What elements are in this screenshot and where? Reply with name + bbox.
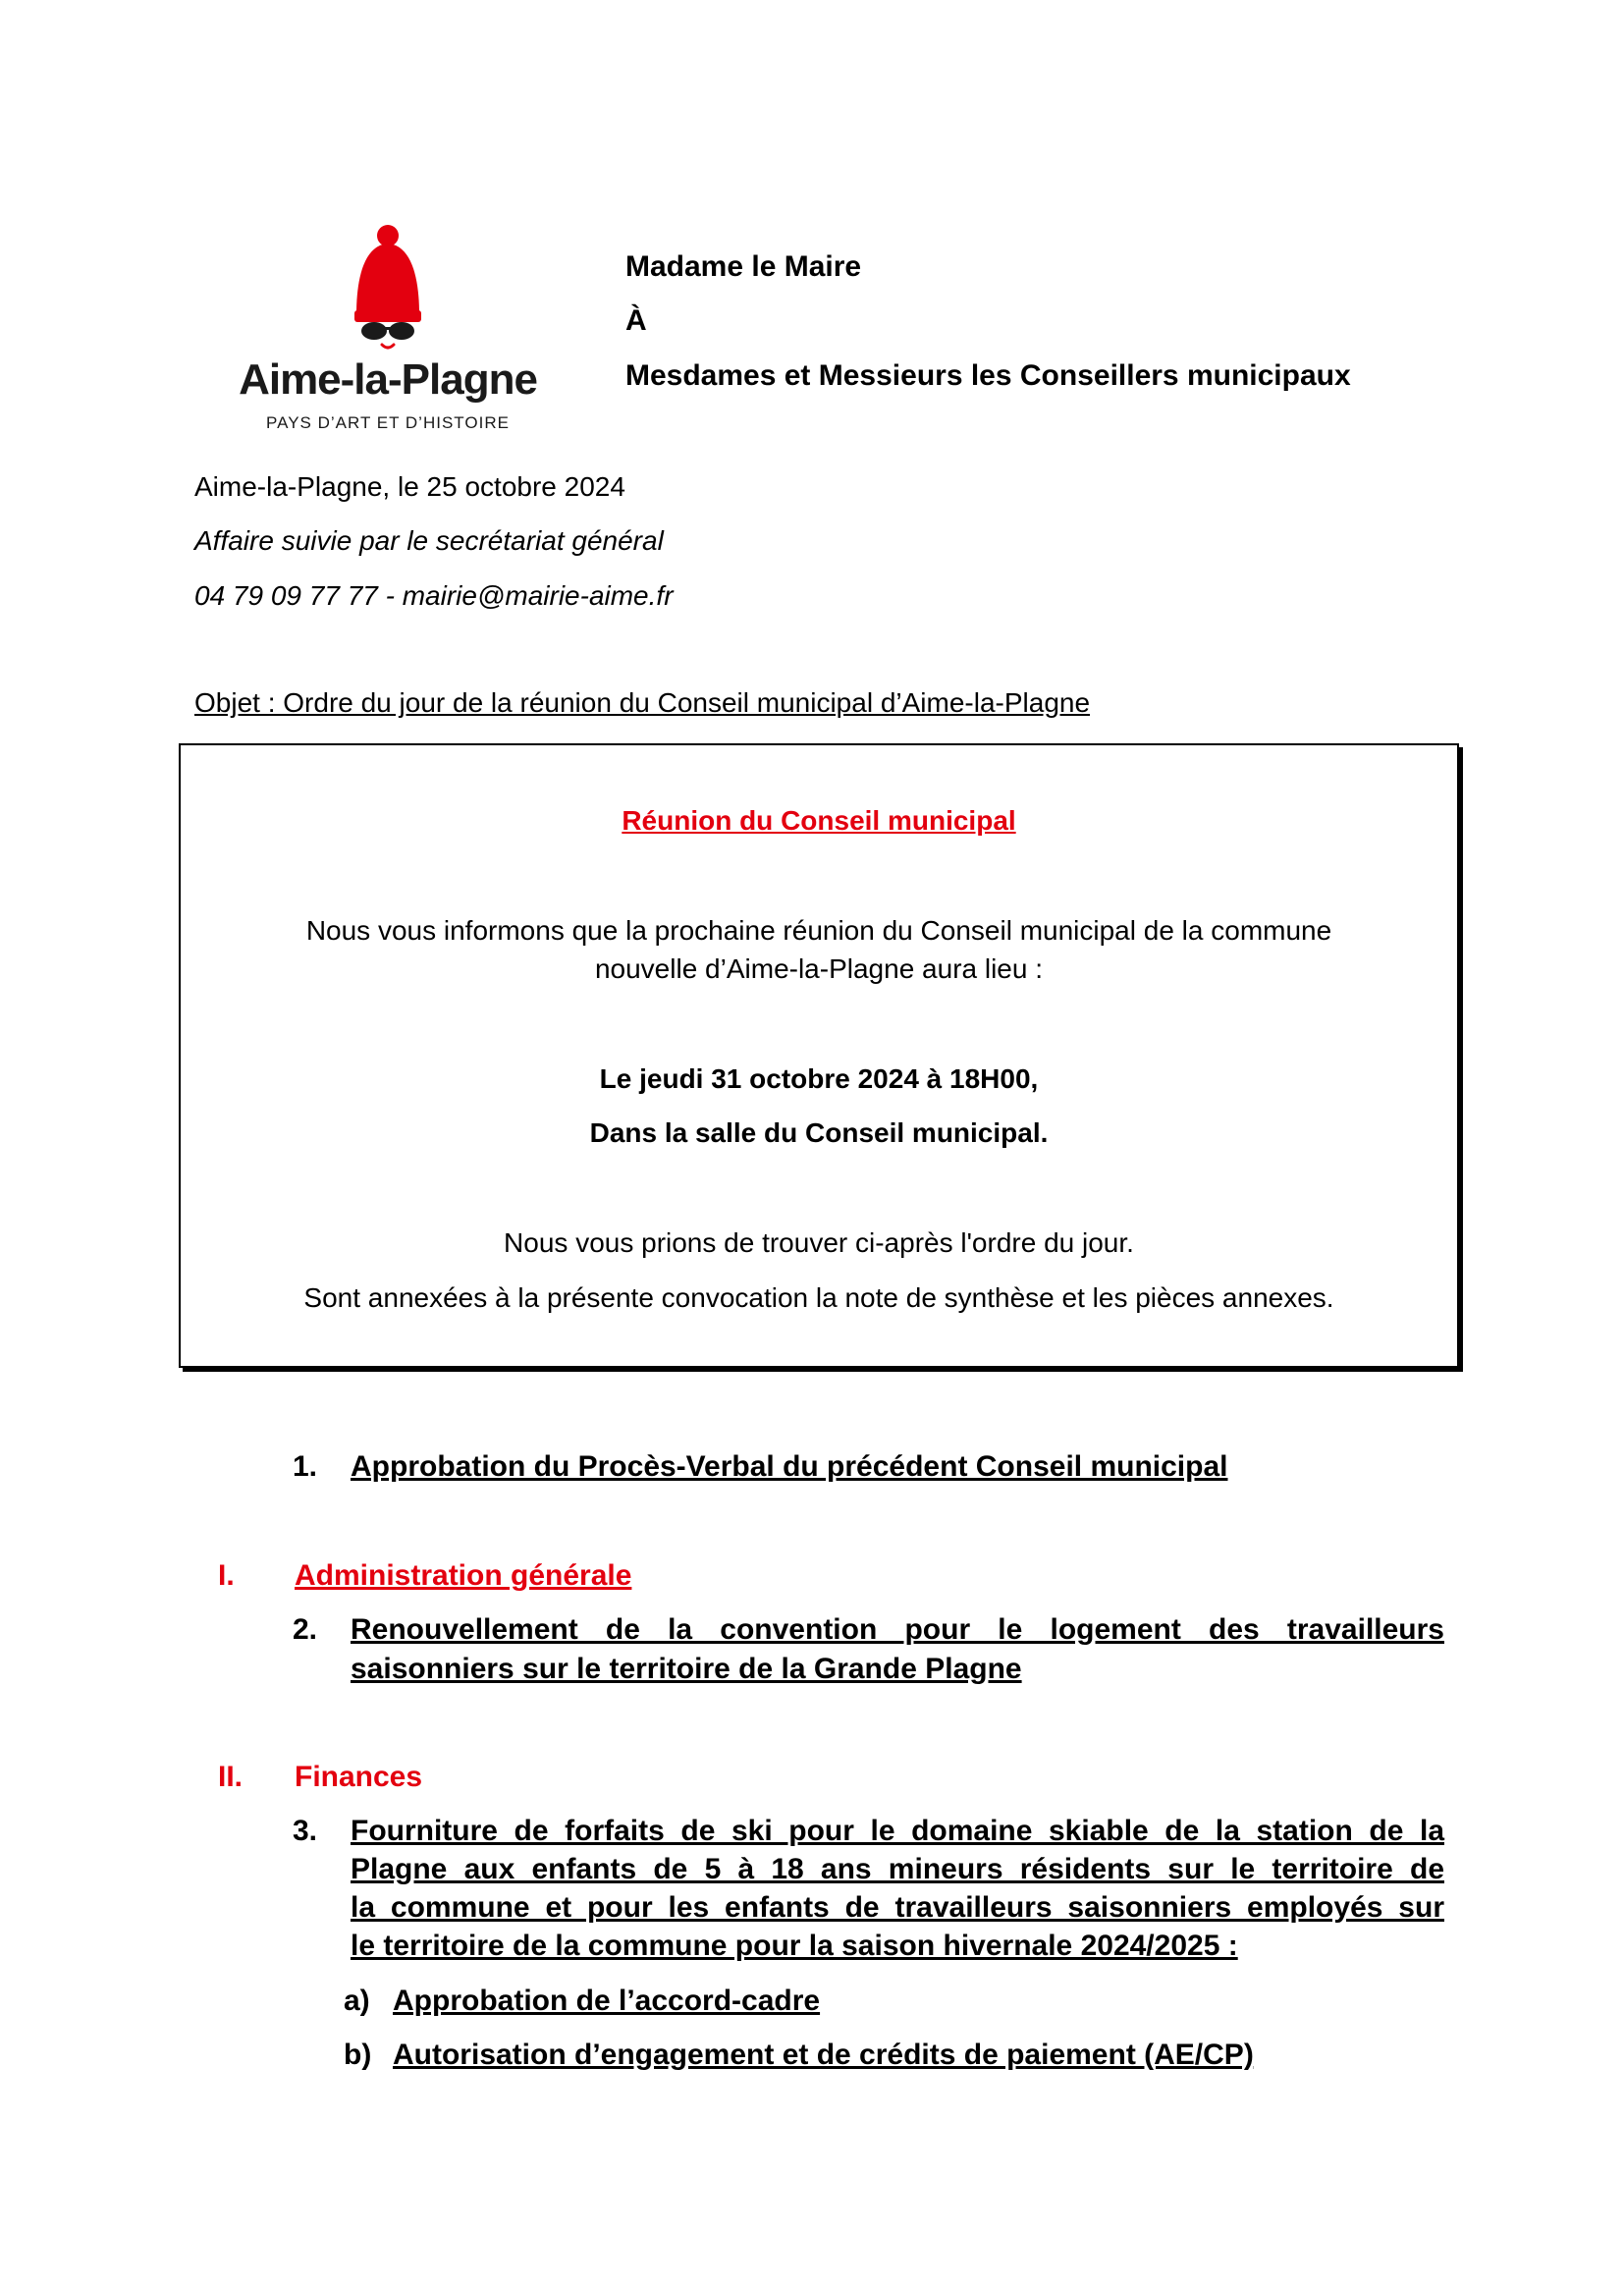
item-3a-text: Approbation de l’accord-cadre [393, 1985, 821, 2017]
item-2-line-1: Renouvellement de la convention pour le logement des travailleurs [351, 1613, 1444, 1646]
item-3b-text: Autorisation d’engagement et de crédits de paiement (AE/CP) [393, 2039, 1254, 2071]
item-3-line-4: le territoire de la commune pour la saison hivernale 2024/2025 : [351, 1930, 1238, 1962]
logo-wordmark: Aime-la-Plagne [239, 355, 537, 404]
convocation-box [179, 743, 1459, 1368]
recipient-line-1: Madame le Maire [625, 250, 862, 283]
section-2-title: Finances [295, 1761, 423, 1793]
meeting-location: Dans la salle du Conseil municipal. [589, 1117, 1049, 1148]
subject-line: Objet : Ordre du jour de la réunion du Conseil municipal d’Aime-la-Plagne [194, 687, 1091, 718]
item-3-number: 3. [293, 1815, 318, 1847]
recipient-line-3: Mesdames et Messieurs les Conseillers municipaux [625, 359, 1351, 392]
item-3-line-1: Fourniture de forfaits de ski pour le domaine skiable de la station de la [351, 1815, 1444, 1847]
item-2-number: 2. [293, 1613, 318, 1646]
section-1-title: Administration générale [295, 1559, 632, 1592]
meeting-datetime: Le jeudi 31 octobre 2024 à 18H00, [599, 1063, 1039, 1094]
item-3-line-2: Plagne aux enfants de 5 à 18 ans mineurs résidents sur le territoire de [351, 1853, 1444, 1885]
sunglasses-icon [361, 322, 414, 340]
section-1-number: I. [218, 1559, 235, 1592]
smile-icon [382, 345, 394, 348]
ski-hat-icon [356, 244, 419, 314]
recipient-line-2: À [625, 304, 647, 337]
pompom-icon [377, 225, 399, 246]
box-note-line-2: Sont annexées à la présente convocation la note de synthèse et les pièces annexes. [303, 1282, 1334, 1313]
item-1-number: 1. [293, 1450, 318, 1483]
box-note-line-1: Nous vous prions de trouver ci-après l'ordre du jour. [504, 1227, 1134, 1258]
handled-by: Affaire suivie par le secrétariat général [194, 525, 664, 556]
box-intro-line-2: nouvelle d’Aime-la-Plagne aura lieu : [594, 953, 1044, 984]
item-1-text: Approbation du Procès-Verbal du précédent Conseil municipal [351, 1450, 1228, 1483]
contact-info: 04 79 09 77 77 - mairie@mairie-aime.fr [194, 580, 674, 611]
section-2-number: II. [218, 1761, 244, 1793]
item-3-line-3: la commune et pour les enfants de travailleurs saisonniers employés sur [351, 1891, 1444, 1924]
item-2-line-2: saisonniers sur le territoire de la Grande Plagne [351, 1653, 1022, 1685]
place-date: Aime-la-Plagne, le 25 octobre 2024 [194, 471, 625, 502]
box-title: Réunion du Conseil municipal [622, 805, 1016, 836]
box-intro-line-1: Nous vous informons que la prochaine réunion du Conseil municipal de la commune [305, 915, 1332, 946]
item-3b-label: b) [344, 2039, 372, 2071]
logo-tagline: PAYS D’ART ET D’HISTOIRE [266, 413, 510, 432]
item-3a-label: a) [344, 1985, 370, 2017]
aime-la-plagne-logo [349, 224, 427, 352]
